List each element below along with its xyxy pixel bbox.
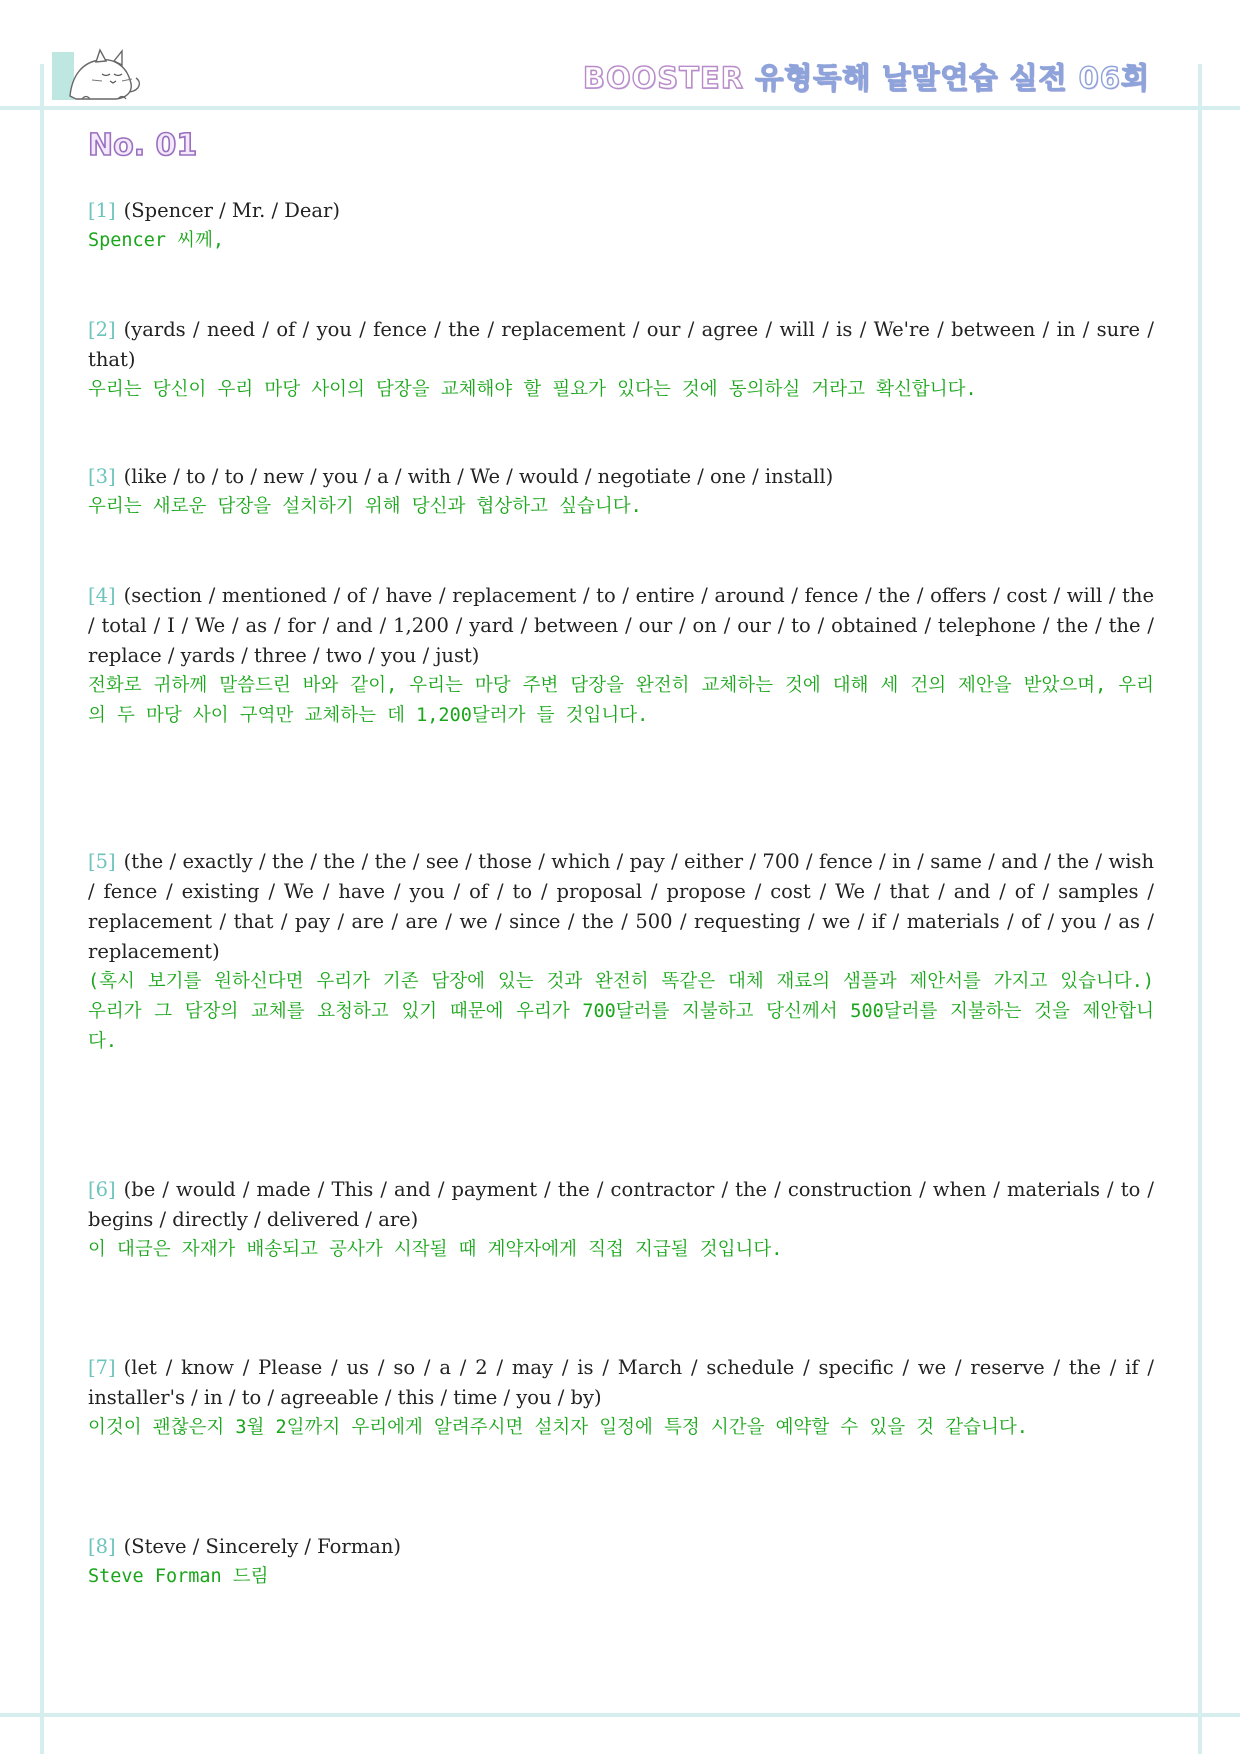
item-number: [1] — [88, 199, 116, 222]
korean-translation: 우리는 당신이 우리 마당 사이의 담장을 교체해야 할 필요가 있다는 것에 동의하실 거라고 확신합니다. — [88, 379, 977, 400]
english-prompt — [88, 315, 1154, 375]
item-number: [8] — [88, 1535, 116, 1558]
item-number: [5] — [88, 850, 116, 873]
english-words: (section / mentioned / of / have / replacement / to / entire / around / fence / the / offers / cost / will / the / total / I / We / as / for / and / 1,200 / yard / between / our / on / our / to / obtained / telephone / the / the / replace / yards / three / two / you / just) — [88, 584, 1154, 667]
header-brand: BOOSTER — [582, 61, 745, 95]
sleeping-cat-icon — [52, 46, 144, 104]
frame-top-line — [0, 106, 1240, 110]
korean-translation: 우리는 새로운 담장을 설치하기 위해 당신과 협상하고 싶습니다. — [88, 496, 642, 517]
korean-translation: 이것이 괜찮은지 3월 2일까지 우리에게 알려주시면 설치자 일정에 특정 시간을 예약할 수 있을 것 같습니다. — [88, 1417, 1028, 1438]
english-words: (like / to / to / new / you / a / with / We / would / negotiate / one / install) — [123, 465, 834, 488]
exercise-item-5 — [88, 847, 1154, 1057]
english-prompt — [88, 196, 1154, 226]
exercise-item-8 — [88, 1532, 1154, 1592]
korean-translation: Steve Forman 드림 — [88, 1566, 269, 1587]
frame-right-line — [1198, 64, 1202, 1754]
frame-bottom-line — [0, 1713, 1240, 1717]
item-number: [3] — [88, 465, 116, 488]
english-words: (yards / need / of / you / fence / the / replacement / our / agree / will / is / We're / between / in / sure / that) — [88, 318, 1154, 371]
exercise-item-3 — [88, 462, 1154, 522]
english-words: (Spencer / Mr. / Dear) — [123, 199, 340, 222]
english-prompt — [88, 1353, 1154, 1413]
english-words: (be / would / made / This / and / payment / the / contractor / the / construction / when / materials / to / begins / directly / delivered / are) — [88, 1178, 1154, 1231]
item-number: [2] — [88, 318, 116, 341]
frame-left-line — [40, 64, 44, 1754]
page-title: No. 01 — [88, 128, 198, 163]
english-prompt — [88, 462, 1154, 492]
korean-translation: Spencer 씨께, — [88, 230, 224, 251]
korean-translation: (혹시 보기를 원하신다면 우리가 기존 담장에 있는 것과 완전히 똑같은 대체 재료의 샘플과 제안서를 가지고 있습니다.) 우리가 그 담장의 교체를 요청하고 있기 때문에 우리가 700달러를 지불하고 당신께서 500달러를 지불하는 것을 제안합니다. — [88, 971, 1154, 1052]
item-number: [6] — [88, 1178, 116, 1201]
korean-translation: 전화로 귀하께 말씀드린 바와 같이, 우리는 마당 주변 담장을 완전히 교체하는 것에 대해 세 건의 제안을 받았으며, 우리의 두 마당 사이 구역만 교체하는 데 1,200달러가 들 것입니다. — [88, 675, 1154, 726]
english-prompt — [88, 1175, 1154, 1235]
english-words: (let / know / Please / us / so / a / 2 / may / is / March / schedule / specific / we / reserve / the / if / installer's / in / to / agreeable / this / time / you / by) — [88, 1356, 1154, 1409]
exercise-item-6 — [88, 1175, 1154, 1265]
header-title — [583, 56, 1150, 97]
english-prompt — [88, 581, 1154, 671]
exercise-item-7 — [88, 1353, 1154, 1443]
exercise-item-4 — [88, 581, 1154, 731]
exercise-item-1 — [88, 196, 1154, 256]
english-prompt — [88, 1532, 1154, 1562]
item-number: [7] — [88, 1356, 116, 1379]
english-words: (Steve / Sincerely / Forman) — [123, 1535, 401, 1558]
korean-translation: 이 대금은 자재가 배송되고 공사가 시작될 때 계약자에게 직접 지급될 것입니다. — [88, 1239, 783, 1260]
english-words: (the / exactly / the / the / the / see / those / which / pay / either / 700 / fence / in / same / and / the / wish / fence / existing / We / have / you / of / to / proposal / propose / cost / We / that / and / of / samples / replacement / that / pay / are / are / we / since / the / 500 / requesting / we / if / materials / of / you / as / replacement) — [88, 850, 1154, 963]
item-number: [4] — [88, 584, 116, 607]
exercise-item-2 — [88, 315, 1154, 405]
english-prompt — [88, 847, 1154, 967]
header-subtitle: 유형독해 낱말연습 실전 06회 — [755, 61, 1150, 95]
